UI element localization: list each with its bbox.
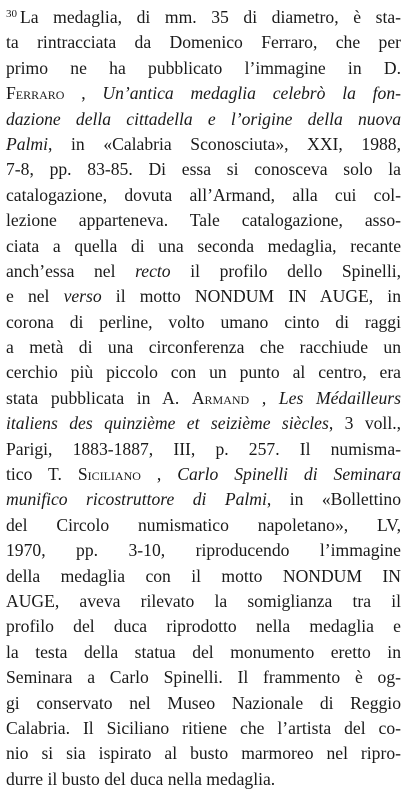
italic-text: italiens des quinzième et seizième siècles	[6, 413, 329, 434]
text-run: cerchio più piccolo con un punto al centro, era	[6, 362, 401, 383]
footnote-line	[6, 234, 401, 259]
text-run: ,	[249, 387, 279, 408]
text-run: AUGE, aveva rilevato la somiglianza tra il	[6, 590, 401, 611]
footnote-line	[6, 386, 401, 411]
footnote-line	[6, 640, 401, 665]
text-run: ,	[64, 83, 103, 104]
footnote-line	[6, 614, 401, 639]
footnote-30	[6, 5, 401, 792]
text-run: Calabria. Il Siciliano ritiene che l’artista del co-	[6, 717, 401, 738]
italic-text: verso	[63, 286, 102, 307]
footnote-line	[6, 564, 401, 589]
text-run: , 3 voll.,	[328, 413, 402, 434]
text-run: , in «Bollettino	[266, 489, 401, 510]
text-run: a metà di una circonferenza che racchiude un	[6, 337, 401, 358]
small-caps-name: Armand	[191, 387, 250, 408]
text-run: del Circolo numismatico napoletano», LV,	[6, 514, 401, 535]
text-run: tico T.	[6, 464, 78, 485]
text-run: gi conservato nel Museo Nazionale di Reggio	[6, 692, 401, 713]
footnote-line	[6, 208, 401, 233]
text-run: catalogazione, dovuta all’Armand, alla cui col-	[6, 184, 401, 205]
text-run: ciata a quella di una seconda medaglia, recante	[6, 235, 401, 256]
text-run: stata pubblicata in A.	[6, 387, 192, 408]
footnote-line	[6, 538, 401, 563]
footnote-line	[6, 81, 401, 106]
text-run: il profilo dello Spinelli,	[170, 260, 401, 281]
text-run: lezione apparteneva. Tale catalogazione, asso-	[6, 210, 401, 231]
text-run: la testa della statua del monumento eretto in	[6, 641, 401, 662]
footnote-line	[6, 284, 401, 309]
footnote-line	[6, 183, 401, 208]
footnote-marker: 30	[6, 8, 17, 20]
italic-text: Un’antica medaglia celebrò la fon-	[102, 83, 401, 104]
footnote-line	[6, 716, 401, 741]
footnote-line	[6, 487, 401, 512]
footnote-line	[6, 691, 401, 716]
footnote-line	[6, 411, 401, 436]
text-run: il motto NONDUM IN AUGE, in	[101, 286, 401, 307]
footnote-line	[6, 589, 401, 614]
footnote-line	[6, 5, 401, 30]
text-run: , in «Calabria Sconosciuta», XXI, 1988,	[48, 133, 401, 154]
footnote-line	[6, 30, 401, 55]
italic-text: dazione della cittadella e l’origine della nuova	[6, 108, 401, 129]
text-run: 1970, pp. 3-10, riproducendo l’immagine	[6, 540, 401, 561]
italic-text: munifico ricostruttore di Palmi	[6, 489, 267, 510]
footnote-line	[6, 767, 401, 792]
small-caps-name: Ferraro	[6, 83, 65, 104]
text-run: primo ne ha pubblicato l’immagine in D.	[6, 57, 401, 78]
footnote-line	[6, 310, 401, 335]
text-run: anch’essa nel	[6, 260, 136, 281]
text-run: profilo del duca riprodotto nella medaglia e	[6, 616, 401, 637]
text-run: ,	[140, 464, 178, 485]
text-run: e nel	[6, 286, 64, 307]
text-run: Parigi, 1883-1887, III, p. 257. Il numisma-	[6, 438, 401, 459]
text-run: Seminara a Carlo Spinelli. Il frammento è og-	[6, 667, 401, 688]
text-run: della medaglia con il motto NONDUM IN	[6, 565, 401, 586]
text-run: 7-8, pp. 83-85. Di essa si conosceva solo la	[6, 159, 401, 180]
footnote-line	[6, 437, 401, 462]
text-run: La medaglia, di mm. 35 di diametro, è sta-	[20, 7, 401, 27]
text-run: ta rintracciata da Domenico Ferraro, che per	[6, 32, 401, 53]
small-caps-name: Siciliano	[77, 464, 141, 485]
footnote-line	[6, 741, 401, 766]
text-run: nio si sia ispirato al busto marmoreo nel ripro-	[6, 743, 401, 764]
footnote-line	[6, 157, 401, 182]
footnote-line	[6, 132, 401, 157]
footnote-line	[6, 259, 401, 284]
italic-text: Carlo Spinelli di Seminara	[177, 464, 401, 485]
footnote-line	[6, 462, 401, 487]
footnote-line	[6, 335, 401, 360]
footnote-line	[6, 665, 401, 690]
footnote-line	[6, 513, 401, 538]
italic-text: Les Médailleurs	[278, 387, 401, 408]
italic-text: Palmi	[6, 133, 49, 154]
text-run: durre il busto del duca nella medaglia.	[6, 768, 276, 789]
text-run: corona di perline, volto umano cinto di raggi	[6, 311, 401, 332]
footnote-line	[6, 360, 401, 385]
footnote-line	[6, 107, 401, 132]
footnote-line	[6, 56, 401, 81]
italic-text: recto	[135, 260, 171, 281]
